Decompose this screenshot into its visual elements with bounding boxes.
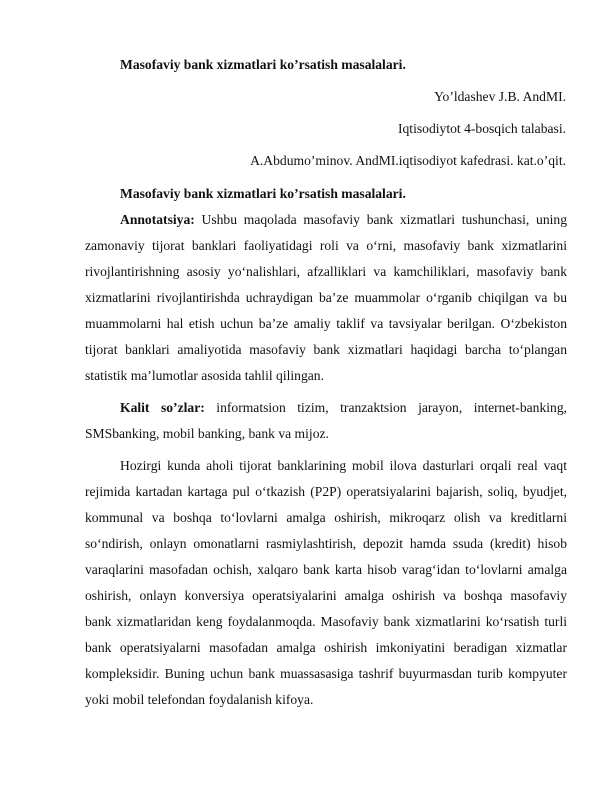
annotation-line: xizmatlarini rivojlantirishda uchraydigan ba’ze muammolar o‘rganib chiqilgan va bu bbox=[85, 290, 567, 305]
body-line: Hozirgi kunda aholi tijorat banklarining mobil ilova dasturlari orqali real vaqt bbox=[120, 458, 567, 473]
keywords-line bbox=[120, 400, 567, 416]
author-line-1: Yo’ldashev J.B. AndMI. bbox=[434, 89, 566, 104]
body-line: varaqlarini masofadan ochish, xalqaro bank karta hisob varag‘idan to‘lovlarni amalga bbox=[85, 562, 567, 577]
annotation-label: Annotatsiya: bbox=[120, 212, 195, 227]
body-line: yoki mobil telefondan foydalanish kifoya. bbox=[85, 692, 314, 707]
document-title: Masofaviy bank xizmatlari ko’rsatish masalalari. bbox=[120, 57, 406, 72]
keywords-line: SMSbanking, mobil banking, bank va mijoz. bbox=[85, 426, 329, 441]
body-line: kompleksidir. Buning uchun bank muassasasiga tashrif buyurmasdan turib kompyuter bbox=[85, 666, 567, 681]
body-line: bank operatsiyalarni masofadan amalga oshirish imkoniyatini beradigan xizmatlar bbox=[85, 640, 567, 655]
body-line: so‘ndirish, onlayn omonatlarni rasmiylashtirish, depozit hamda ssuda (kredit) hisob bbox=[85, 536, 567, 551]
body-line: oshirish, onlayn konversiya operatsiyalarini amalga oshirish va boshqa masofaviy bbox=[85, 588, 567, 603]
body-line: bank xizmatlaridan keng foydalanmoqda. Masofaviy bank xizmatlarini ko‘rsatish turli bbox=[85, 614, 567, 629]
section-title: Masofaviy bank xizmatlari ko’rsatish masalalari. bbox=[120, 186, 406, 201]
annotation-text: Ushbu maqolada masofaviy bank xizmatlari tushunchasi, uning bbox=[201, 212, 567, 227]
annotation-line: tijorat banklari amaliyotida masofaviy bank xizmatlari haqidagi barcha to‘plangan bbox=[85, 342, 567, 357]
author-line-2: Iqtisodiytot 4-bosqich talabasi. bbox=[397, 121, 566, 136]
keywords-text: informatsion tizim, tranzaktsion jarayon, internet-banking, bbox=[216, 400, 568, 415]
body-line: kommunal va boshqa to‘lovlarni amalga oshirish, mikroqarz olish va kreditlarni bbox=[85, 510, 567, 525]
annotation-line: zamonaviy tijorat banklari faoliyatidagi roli va o‘rni, masofaviy bank xizmatlarini bbox=[85, 238, 567, 253]
keywords-label: Kalit so’zlar: bbox=[120, 400, 205, 415]
annotation-line bbox=[120, 212, 567, 228]
annotation-line: muammolarni hal etish uchun ba’ze amaliy taklif va tavsiyalar berilgan. O‘zbekiston bbox=[85, 316, 567, 331]
annotation-line: rivojlantirishning asosiy yo‘nalishlari, afzalliklari va kamchiliklari, masofaviy bank bbox=[85, 264, 567, 279]
author-line-3: A.Abdumo’minov. AndMI.iqtisodiyot kafedrasi. kat.o’qit. bbox=[250, 153, 566, 168]
body-line: rejimida kartadan kartaga pul o‘tkazish (P2P) operatsiyalarini bajarish, soliq, byudjet, bbox=[85, 484, 567, 499]
annotation-line: statistik ma’lumotlar asosida tahlil qilingan. bbox=[85, 368, 324, 383]
